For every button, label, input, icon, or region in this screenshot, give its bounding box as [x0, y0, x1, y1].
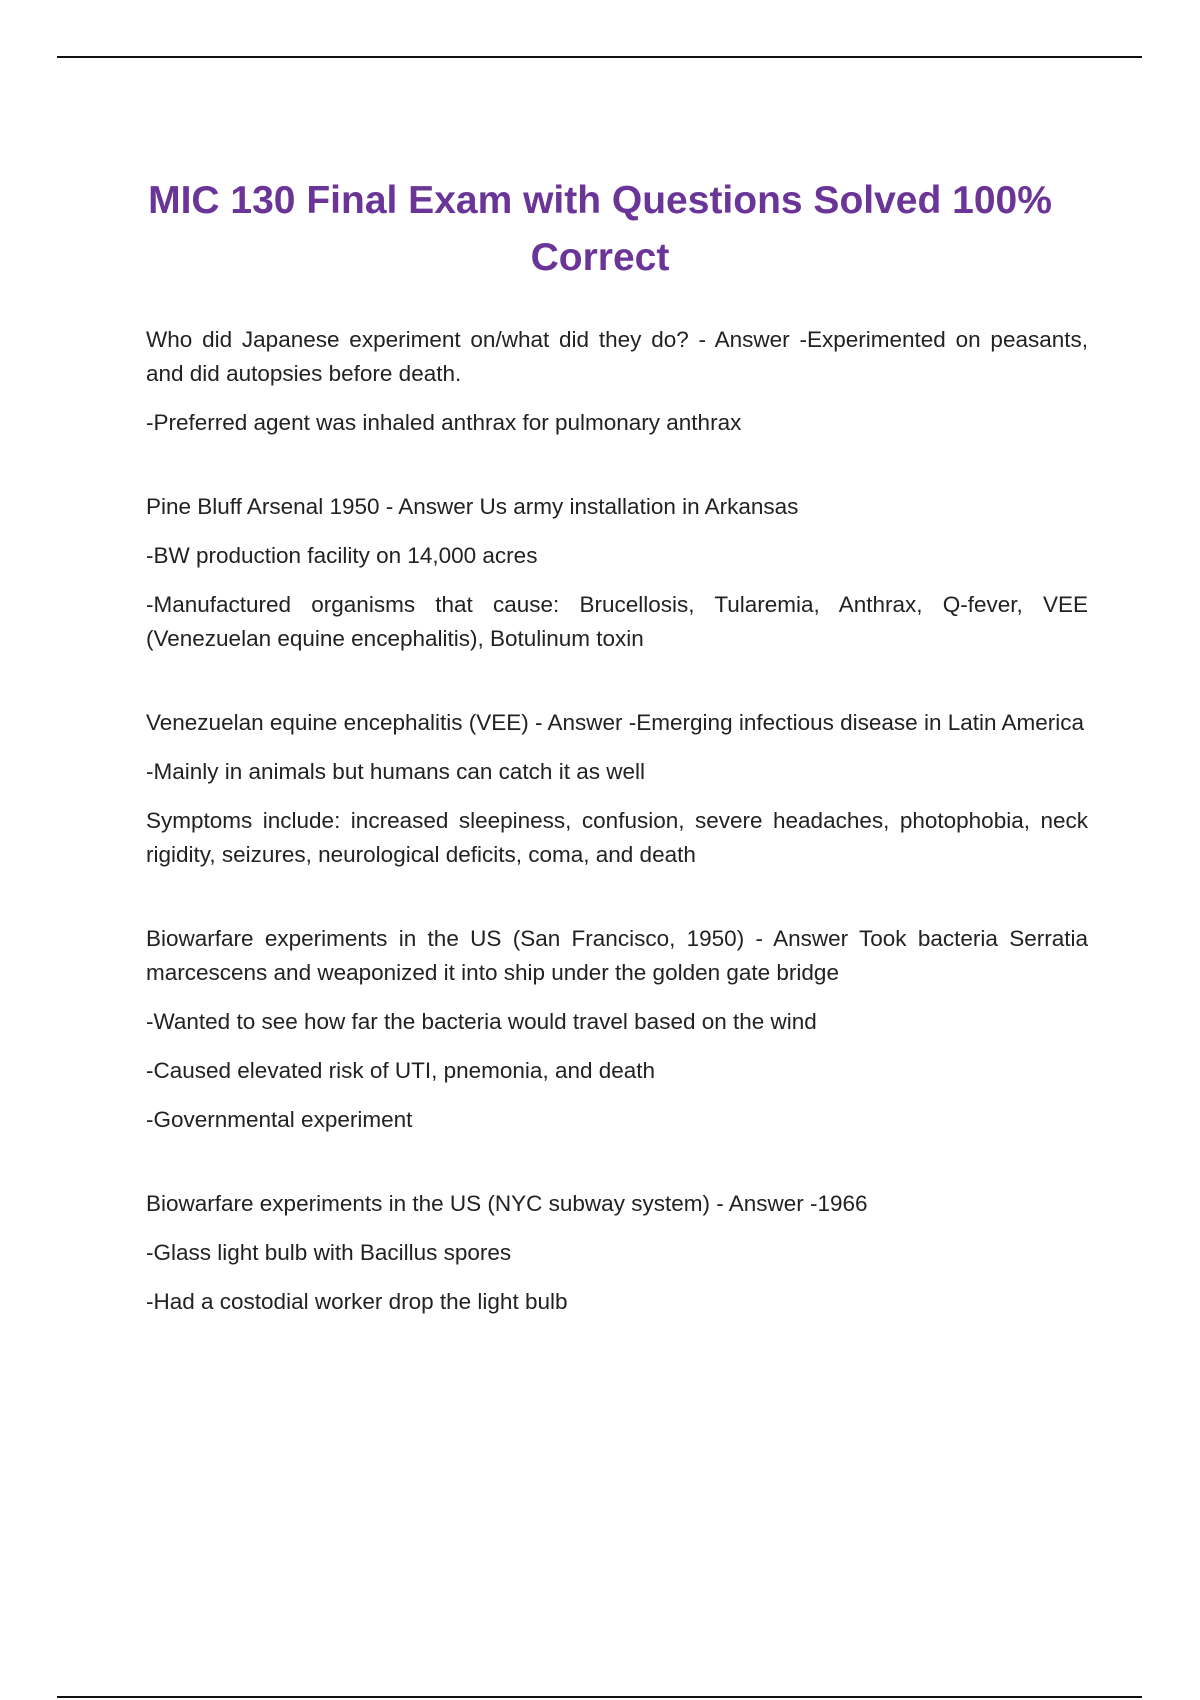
- answer-detail: -Mainly in animals but humans can catch it as well: [146, 759, 645, 784]
- footer-rule: [57, 1696, 1142, 1698]
- qa-entry: [146, 706, 1088, 872]
- document-title: MIC 130 Final Exam with Questions Solved 100% Correct: [148, 179, 1052, 280]
- question-answer: Who did Japanese experiment on/what did they do? - Answer -Experimented on peasants, and did autopsies before death.: [146, 327, 1088, 386]
- header-rule: [57, 56, 1142, 58]
- answer-detail: -Manufactured organisms that cause: Brucellosis, Tularemia, Anthrax, Q-fever, VEE (Venezuelan equine encephalitis), Botulinum toxin: [146, 592, 1088, 651]
- qa-entry: [146, 922, 1088, 1137]
- answer-detail: -Glass light bulb with Bacillus spores: [146, 1240, 512, 1265]
- document-body: [146, 323, 1088, 1369]
- answer-detail: Symptoms include: increased sleepiness, confusion, severe headaches, photophobia, neck rigidity, seizures, neurological deficits, coma, and death: [146, 808, 1088, 867]
- answer-detail: -Wanted to see how far the bacteria would travel based on the wind: [146, 1009, 817, 1034]
- question-answer: Biowarfare experiments in the US (San Francisco, 1950) - Answer Took bacteria Serratia marcescens and weaponized it into ship under the golden gate bridge: [146, 926, 1088, 985]
- answer-detail: -BW production facility on 14,000 acres: [146, 543, 538, 568]
- answer-detail: -Had a costodial worker drop the light bulb: [146, 1289, 568, 1314]
- qa-entry: [146, 1187, 1088, 1319]
- answer-detail: -Governmental experiment: [146, 1107, 413, 1132]
- question-answer: Biowarfare experiments in the US (NYC subway system) - Answer -1966: [146, 1191, 868, 1216]
- answer-detail: -Preferred agent was inhaled anthrax for pulmonary anthrax: [146, 410, 742, 435]
- qa-entry: [146, 323, 1088, 440]
- answer-detail: -Caused elevated risk of UTI, pnemonia, and death: [146, 1058, 656, 1083]
- question-answer: Venezuelan equine encephalitis (VEE) - Answer -Emerging infectious disease in Latin America: [146, 710, 1085, 735]
- question-answer: Pine Bluff Arsenal 1950 - Answer Us army installation in Arkansas: [146, 494, 799, 519]
- qa-entry: [146, 490, 1088, 656]
